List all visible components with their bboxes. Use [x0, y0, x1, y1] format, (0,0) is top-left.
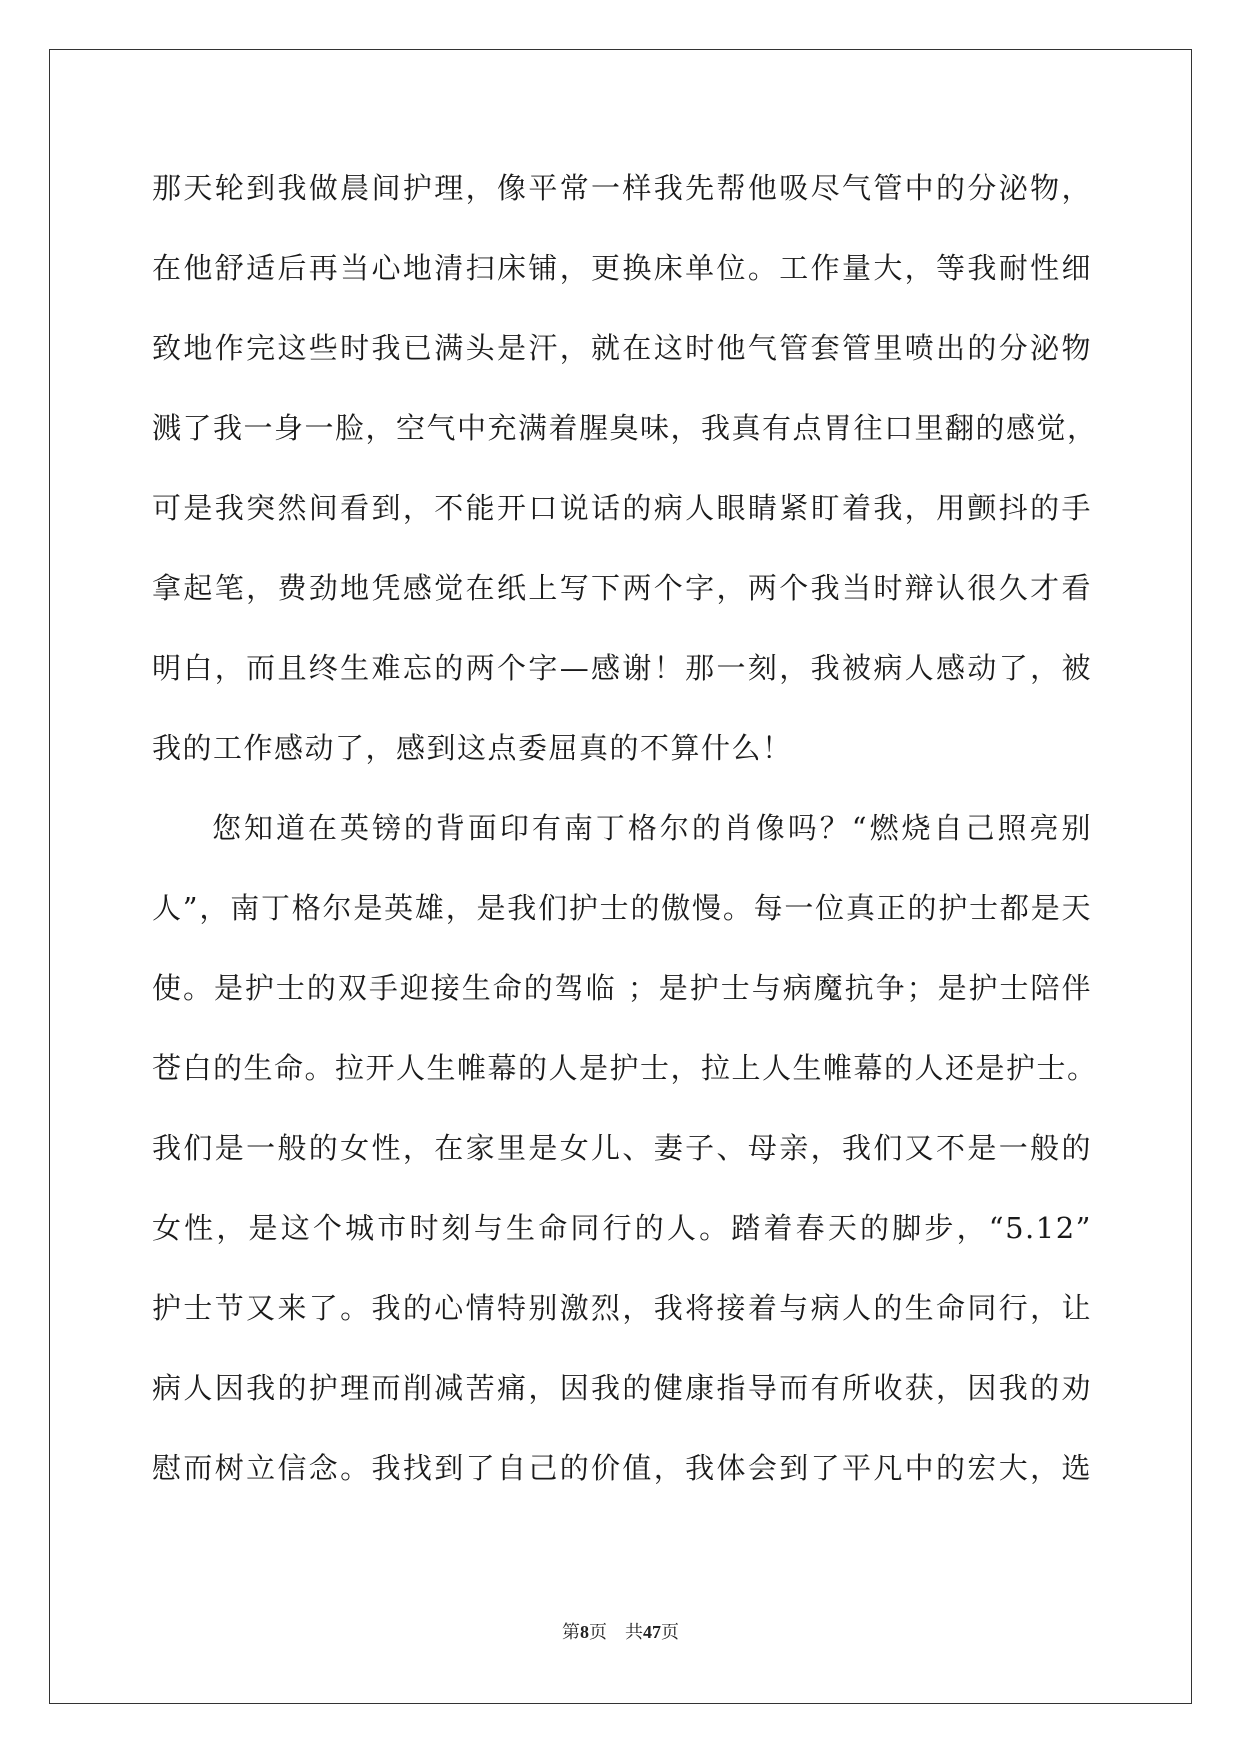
text-line: 那天轮到我做晨间护理，像平常一样我先帮他吸尽气管中的分泌物， [152, 171, 1092, 205]
page-footer [0, 1618, 1241, 1644]
text-line: 可是我突然间看到，不能开口说话的病人眼睛紧盯着我，用颤抖的手 [152, 491, 1092, 525]
text-line: 在他舒适后再当心地清扫床铺，更换床单位。工作量大，等我耐性细 [152, 251, 1092, 285]
text-line: 致地作完这些时我已满头是汗，就在这时他气管套管里喷出的分泌物 [152, 331, 1092, 365]
document-body [152, 148, 1098, 1508]
text-line: 明白，而且终生难忘的两个字—感谢！那一刻，我被病人感动了，被 [152, 651, 1092, 685]
text-line: 慰而树立信念。我找到了自己的价值，我体会到了平凡中的宏大，选 [152, 1451, 1092, 1485]
text-line: 我的工作感动了，感到这点委屈真的不算什么！ [152, 731, 793, 765]
paragraph-first-line: 您知道在英镑的背面印有南丁格尔的肖像吗？“燃烧自己照亮别 [212, 811, 1092, 845]
text-line: 使。是护士的双手迎接生命的驾临 ；是护士与病魔抗争；是护士陪伴 [152, 971, 1092, 1005]
text-line: 病人因我的护理而削减苦痛，因我的健康指导而有所收获，因我的劝 [152, 1371, 1092, 1405]
text-line: 人”，南丁格尔是英雄，是我们护士的傲慢。每一位真正的护士都是天 [152, 891, 1092, 925]
text-line: 拿起笔，费劲地凭感觉在纸上写下两个字，两个我当时辩认很久才看 [152, 571, 1092, 605]
text-line: 苍白的生命。拉开人生帷幕的人是护士，拉上人生帷幕的人还是护士。 [152, 1051, 1098, 1085]
total-suffix: 页 [661, 1622, 679, 1643]
text-line: 我们是一般的女性，在家里是女儿、妻子、母亲，我们又不是一般的 [152, 1131, 1092, 1165]
total-pages: 47 [643, 1622, 661, 1642]
text-line: 护士节又来了。我的心情特别激烈，我将接着与病人的生命同行，让 [152, 1291, 1092, 1325]
text-line: 女性，是这个城市时刻与生命同行的人。踏着春天的脚步，“5.12” [152, 1211, 1092, 1245]
text-line: 溅了我一身一脸，空气中充满着腥臭味，我真有点胃往口里翻的感觉， [152, 411, 1098, 445]
page-number: 8 [580, 1622, 589, 1642]
total-prefix: 共 [625, 1622, 643, 1643]
page-prefix: 第 [562, 1622, 580, 1643]
page-suffix: 页 [589, 1622, 607, 1643]
